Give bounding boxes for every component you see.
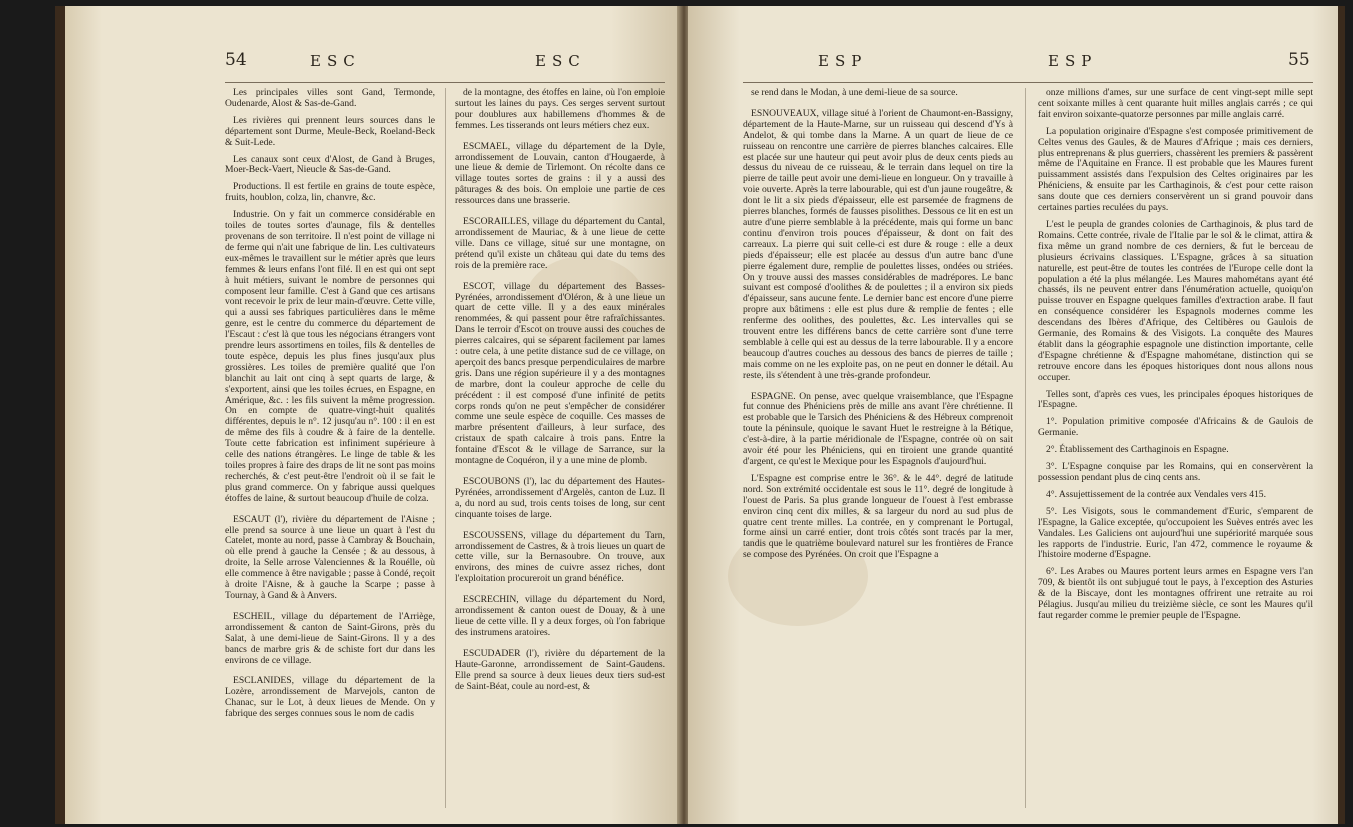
paragraph: Les rivières qui prennent leurs sources dans le département sont Durme, Meule-Beck, Roeland-Beck & Suit-Lede. — [225, 114, 435, 148]
entry-esclanides: ESCLANIDES, village du département de la Lozère, arrondissement de Marvejols, canton de Chanac, sur le Lot, à deux lieues de Mende. On y fabrique des serges connues sous le nom de cadis — [225, 675, 435, 720]
right-page-column-2 — [1038, 88, 1313, 818]
page-number: 55 — [1288, 50, 1310, 70]
column-divider — [445, 88, 446, 808]
list-item: 6°. Les Arabes ou Maures portent leurs armes en Espagne vers l'an 709, & bientôt ils ont subjugué tout le pays, à l'exception des Asturies & de la Biscaye, dont les montagnes offrirent une retraite au roi Pélagius. Jusqu'au milieu du treizième siècle, ce sont les Maures qu'il faut regarder comme le premier peuple de l'Espagne. — [1038, 566, 1313, 621]
running-head-left: ESC — [310, 52, 361, 70]
book-scan — [55, 6, 1345, 824]
paragraph: Telles sont, d'après ces vues, les principales époques historiques de l'Espagne. — [1038, 388, 1313, 411]
left-page-column-1 — [225, 88, 435, 818]
paragraph: Les canaux sont ceux d'Alost, de Gand à Bruges, Moer-Beck-Vaert, Nieucle & Sas-de-Gand. — [225, 153, 435, 176]
paragraph: L'Espagne est comprise entre le 36°. & le 44°. degré de latitude nord. Son extrémité occidentale est sous le 11°. degré de longitude à l'ouest de Paris. Sa plus grande longueur de l'ouest à l'est embrasse environ cinq cent dix milles, & sa largeur du nord au sud plus de quatre cent trente milles. La contrée, en y comprenant le Portugal, forme ainsi un carré entier, dont trois côtés sont tracés par la mer, tandis que le quatrième boulevard naturel sur les frontières de France se compose des Pyrénées. On croit que l'Espagne a — [743, 472, 1013, 561]
entry-escoussens: ESCOUSSENS, village du département du Tarn, arrondissement de Castres, & à trois lieues un quart de cette ville, sur la Bernasoubre. On trouve, aux environs, des mines de cuivre assez riches, dont l'exploitation procureroit un grand bénéfice. — [455, 529, 665, 585]
list-item: 3°. L'Espagne conquise par les Romains, qui en conservèrent la possession pendant plus de cinq cents ans. — [1038, 461, 1313, 483]
entry-escaut: ESCAUT (l'), rivière du département de l'Aisne ; elle prend sa source à une lieue un quart à l'est du Catelet, monte au nord, passe à Cambray & Bouchain, où elle prend à gauche la Censée ; & au dessous, à droite, la Selle arrose Valenciennes & la Rouélle, où elle commence à être navigable ; passe à Condé, reçoit à droite l'Aisne, & à gauche la Scarpe ; passe à Tournay, à Gand & à Anvers. — [225, 513, 435, 601]
paragraph: La population originaire d'Espagne s'est composée primitivement de Celtes venus des Gaules, & de Maures d'Afrique ; mais ces derniers, plus entreprenans & plus guerriers, chassèrent les premiers & passèrent même de l'Aquitaine en France. Il est probable que les Maures furent puissamment assistés dans l'expulsion des Celtes originaires par les Phéniciens, & ensuite par les Carthaginois, & c'est pour cette raison sans doute que ces derniers conservèrent un si grand pouvoir dans certaines parties reculées du pays. — [1038, 125, 1313, 214]
running-head-right: ESC — [535, 52, 586, 70]
entry-escudader: ESCUDADER (l'), rivière du département de la Haute-Garonne, arrondissement de Saint-Gaudens. Elle prend sa source à deux lieues deux tiers sud-est de Saint-Béat, coule au nord-est, & — [455, 647, 665, 692]
paragraph: se rend dans le Modan, à une demi-lieue de sa source. — [751, 88, 958, 98]
paragraph: Industrie. On y fait un commerce considérable en toiles de toutes sortes d'aunage, fils & dentelles provenans de son territoire. Il n'est point de village ni de ferme qui n'ait une fabrique de lin. Les cultivateurs eux-mêmes le travaillent sur le métier après que leurs femmes & leurs enfans l'ont filé. Il en est qui ont sept à huit métiers, suivant le nombre de personnes qui composent leur famille. C'est à Gand que ces artisans vont recevoir le prix de leur main-d'œuvre. Cette ville, qui a aussi ses fabriques particulières dans le même genre, est le centre du commerce du département de l'Escaut : c'est là que tous les négocians étrangers vont prendre leurs assortimens en toiles, fils & dentelles de toute espèce, depuis les plus fines jusqu'aux plus grossières. Les toiles de première qualité que l'on blanchit au lait ont cinq à sept quarts de large, & s'exportent, ainsi que les toiles écrues, en Espagne, en Amérique, &c. : les fils suivent la même progression. On en compte de quatre-vingt-huit qualités différentes, depuis le n°. 12 jusqu'au n°. 100 : il en est de même des fils à coudre & à faire de la dentelle. Toute cette fabrication est infiniment supérieure à celle des nations étrangères. Le linge de table & les toiles propres à faire des draps de lit ne sont pas moins recherchés, & c'est peut-être l'endroit où il se fait le plus grand commerce. On y fabrique aussi quelques étoffes de laine, & surtout beaucoup d'huile de colza. — [225, 209, 435, 504]
paragraph: onze millions d'ames, sur une surface de cent vingt-sept mille sept cent soixante milles à cent quarante huit milles anglais carrés ; ce qui fait environ soixante-quatorze personnes par mille anglais carré. — [1038, 88, 1313, 120]
page-number: 54 — [225, 50, 247, 70]
running-head-left: ESP — [818, 52, 868, 70]
right-page-column-1 — [743, 88, 1013, 818]
header-rule — [743, 82, 1313, 83]
left-page-column-2 — [455, 88, 665, 818]
entry-escot: ESCOT, village du département des Basses-Pyrénées, arrondissement d'Oléron, & à une lieue un quart de cette ville. Il y a des eaux minérales renommées, & qui passent pour être rafraîchissantes. Dans le terroir d'Escot on trouve aussi des couches de pierres calcaires, qui se séparent facilement par lames : outre cela, à une petite distance sud de ce village, on aperçoit des bancs presque perpendiculaires de marbre gris. Dans une région supérieure il y a des montagnes de marbre, dont la couleur approche de celle du précédent : il est composé d'une infinité de petits corps ronds qu'on ne peut s'empêcher de considérer comme une seule espèce de coquille. Ces masses de marbre présentent d'ailleurs, à leur surface, des cristaux de spath calcaire à trois pans. Entre la fontaine d'Escot & le village de Sarrance, sur la montagne de Coquéron, il y a une mine de plomb. — [455, 280, 665, 467]
entry-escorailles: ESCORAILLES, village du département du Cantal, arrondissement de Mauriac, & à une lieue de cette ville. Dans ce village, situé sur une montagne, on prétend qu'il existe un château qui date du tems des rois de la première race. — [455, 216, 665, 271]
list-item: 5°. Les Visigots, sous le commandement d'Euric, s'emparent de l'Espagne, la Galice exceptée, qu'occupoient les Suèves entrés avec les Vandales. Les Galiciens ont aujourd'hui une supériorité marquée sous les rapports de l'industrie. Euric, l'an 472, commence le royaume & l'histoire moderne d'Espagne. — [1038, 505, 1313, 561]
entry-esnouveaux: ESNOUVEAUX, village situé à l'orient de Chaumont-en-Bassigny, département de la Haute-Marne, sur un ruisseau qui descend d'Ys à Andelot, & qui tombe dans la Marne. A un quart de lieue de ce ruisseau on rencontre une carrière de pierres blanches calcaires. Elle est placée sur une hauteur qui peut avoir plus de deux cents pieds au dessus du niveau de ce ruisseau, & le terrain dans lequel on tire la pierre de taille peut avoir une demi-lieue en longueur. On y travaille à voie ouverte. Après la terre labourable, qui est d'un jaune rougeâtre, & dont le lit a six pieds d'épaisseur, elle est parsemée de fragmens de pierres blanches, formés de fausses pisolithes. Dessous ce lit en est un autre d'une pierre semblable à la précédente, mais qui forme un banc continu d'environ trois pouces d'épaisseur, & dont on fait des carreaux. La pierre qui suit celle-ci est dure & rouge : elle a deux pieds d'épaisseur; elle est placée au dessus d'un autre banc d'une pierre également dure, remplie de poulettes lisses, ondées ou striées. On y trouve aussi des masses considérables de madrépores. Le banc suivant est composé d'oolithes & de poulettes ; il a environ six pieds d'épaisseur, sans aucune fente. Le dernier banc est encore d'une pierre propre aux bâtimens : elle est plus dure & remplie de fentes ; elle renferme des oolithes, des poulettes, &c. Les intervalles qui se trouvent entre les différens bancs de cette carrière sont d'une terre semblable à celle qui est au dessus de la terre labourable. Il y a encore beaucoup d'autres couches au dessous des bancs de pierres de taille ; mais comme on ne les exploite pas, on ne peut en donner le détail. Au reste, ils s'étendent à une très-grande profondeur. — [743, 107, 1013, 381]
running-head-right: ESP — [1048, 52, 1098, 70]
entry-escheil: ESCHEIL, village du département de l'Arriège, arrondissement & canton de Saint-Girons, près du Salat, à une demi-lieue de Saint-Girons. Il y a des bancs de marbre gris & de schiste fort dur dans les environs de ce village. — [225, 610, 435, 666]
list-item: 4°. Assujettissement de la contrée aux Vendales vers 415. — [1046, 488, 1266, 500]
entry-escoubons: ESCOUBONS (l'), lac du département des Hautes-Pyrénées, arrondissement d'Argelès, canton de Luz. Il a, du nord au sud, trois cents toises de long, sur cent cinquante toises de large. — [455, 476, 665, 520]
list-item: 2°. Établissement des Carthaginois en Espagne. — [1046, 444, 1229, 456]
entry-espagne: ESPAGNE. On pense, avec quelque vraisemblance, que l'Espagne fut connue des Phéniciens près de mille ans avant l'ère chrétienne. Il est probable que le Tarsich des Phéniciens & des Hébreux comprenoit toute la péninsule, quoique le savant Huet le restreigne à la Bétique, c'est-à-dire, à la partie méridionale de l'Espagne, contrée où on sait avoir été pour les Phéniciens, qui en tiroient une grande quantité d'argent, ce qu'est le Mexique pour les Espagnols d'aujourd'hui. — [743, 390, 1013, 467]
right-page — [688, 6, 1338, 824]
entry-escmael: ESCMAEL, village du département de la Dyle, arrondissement de Louvain, canton d'Hougaerde, à une lieue & demie de Tirlemont. On récolte dans ce village toutes sortes de grains : il y a aussi des pâturages & des bois. On emploie une partie de ces ressources dans une brasserie. — [455, 140, 665, 207]
header-rule — [225, 82, 665, 83]
paragraph: Productions. Il est fertile en grains de toute espèce, fruits, houblon, colza, lin, chanvre, &c. — [225, 181, 435, 204]
paragraph: L'est le peupla de grandes colonies de Carthaginois, & plus tard de Romains. Cette contrée, rivale de l'Italie par le sol & le climat, attira & fixa même un grand nombre de ces derniers, & fut le berceau de plusieurs écrivains classiques. L'Espagne, grâces à sa situation naturelle, est peut-être de toutes les contrées de l'Europe celle dont la population a été la plus mélangée. Les Maures mahométans ayant été chassés, ils ne peuvent entrer dans l'énumération actuelle, quoiqu'on puisse trouver en Espagne quelques familles d'extraction arabe. Il faut en conséquence considérer les Espagnols modernes comme les descendans des Ibères d'Afrique, des Celtibères ou Gaulois de Germanie, des Romains & des Visigots. La conquête des Maures établit dans la géographie espagnole une distinction importante, celle d'Espagne chrétienne & d'Espagne mahométane, distinction qui se retrouve encore dans les époques historiques dont nous allons nous occuper. — [1038, 218, 1313, 383]
column-divider — [1025, 88, 1026, 808]
entry-escrechin: ESCRECHIN, village du département du Nord, arrondissement & canton ouest de Douay, & à une lieue de cette ville. Il y a deux forges, où l'on fabrique des instrumens aratoires. — [455, 594, 665, 638]
paragraph: de la montagne, des étoffes en laine, où l'on emploie surtout les laines du pays. Ces serges servent surtout pour doublures aux habillemens d'hommes & de femmes. Les tisserands ont leurs métiers chez eux. — [455, 88, 665, 131]
left-page — [65, 6, 685, 824]
list-item: 1°. Population primitive composée d'Africains & de Gaulois de Germanie. — [1038, 416, 1313, 439]
paragraph: Les principales villes sont Gand, Termonde, Oudenarde, Alost & Sas-de-Gand. — [225, 88, 435, 109]
